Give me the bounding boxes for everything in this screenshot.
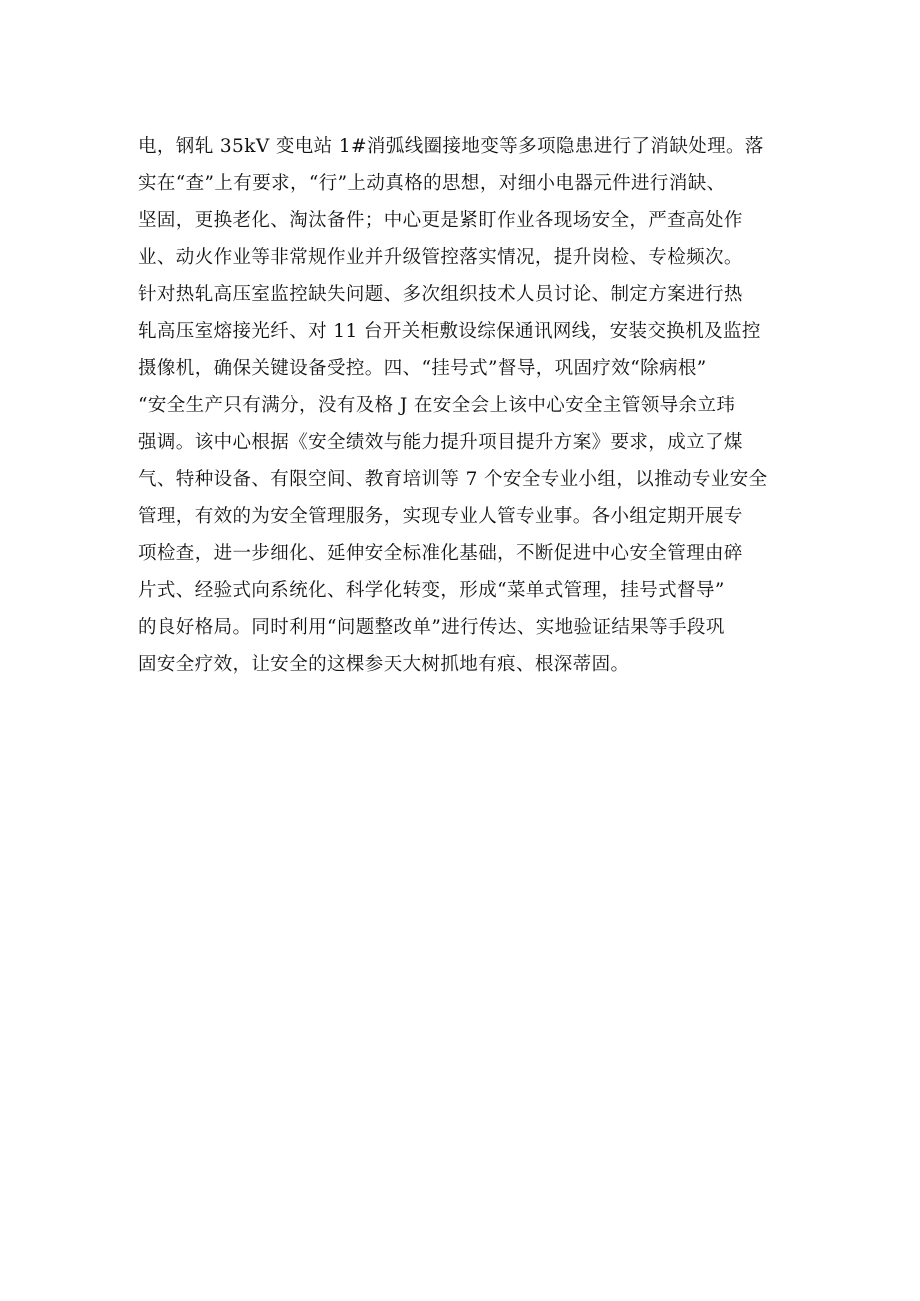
text-line: 片式、经验式向系统化、科学化转变，形成“菜单式管理，挂号式督导” bbox=[138, 580, 725, 601]
body-text bbox=[138, 128, 818, 683]
text-line: 强调。该中心根据《安全绩效与能力提升项目提升方案》要求，成立了煤 bbox=[138, 432, 743, 453]
text-line: 固安全疗效，让安全的这棵参天大树抓地有痕、根深蒂固。 bbox=[138, 654, 630, 675]
text-line: 轧高压室熔接光纤、对 11 台开关柜敷设综保通讯网线，安装交换机及监控 bbox=[138, 321, 761, 342]
text-line: 电，钢轧 35kV 变电站 1#消弧线圈接地变等多项隐患进行了消缺处理。落 bbox=[138, 136, 764, 157]
text-line: “安全生产只有满分，没有及格 J 在安全会上该中心安全主管领导余立玮 bbox=[138, 395, 736, 416]
text-line: 的良好格局。同时利用“问题整改单”进行传达、实地验证结果等手段巩 bbox=[138, 617, 725, 638]
text-line: 管理，有效的为安全管理服务，实现专业人管专业事。各小组定期开展专 bbox=[138, 506, 743, 527]
text-line: 气、特种设备、有限空间、教育培训等 7 个安全专业小组，以推动专业安全 bbox=[138, 469, 768, 490]
text-line: 实在“查”上有要求，“行”上动真格的思想，对细小电器元件进行消缺、 bbox=[138, 173, 726, 194]
text-line: 坚固，更换老化、淘汰备件；中心更是紧盯作业各现场安全，严查高处作 bbox=[138, 210, 743, 231]
text-line: 摄像机，确保关键设备受控。四、“挂号式”督导，巩固疗效“除病根” bbox=[138, 358, 707, 379]
text-line: 项检查，进一步细化、延伸安全标准化基础，不断促进中心安全管理由碎 bbox=[138, 543, 743, 564]
text-line: 针对热轧高压室监控缺失问题、多次组织技术人员讨论、制定方案进行热 bbox=[138, 284, 743, 305]
text-line: 业、动火作业等非常规作业并升级管控落实情况，提升岗检、专检频次。 bbox=[138, 247, 743, 268]
